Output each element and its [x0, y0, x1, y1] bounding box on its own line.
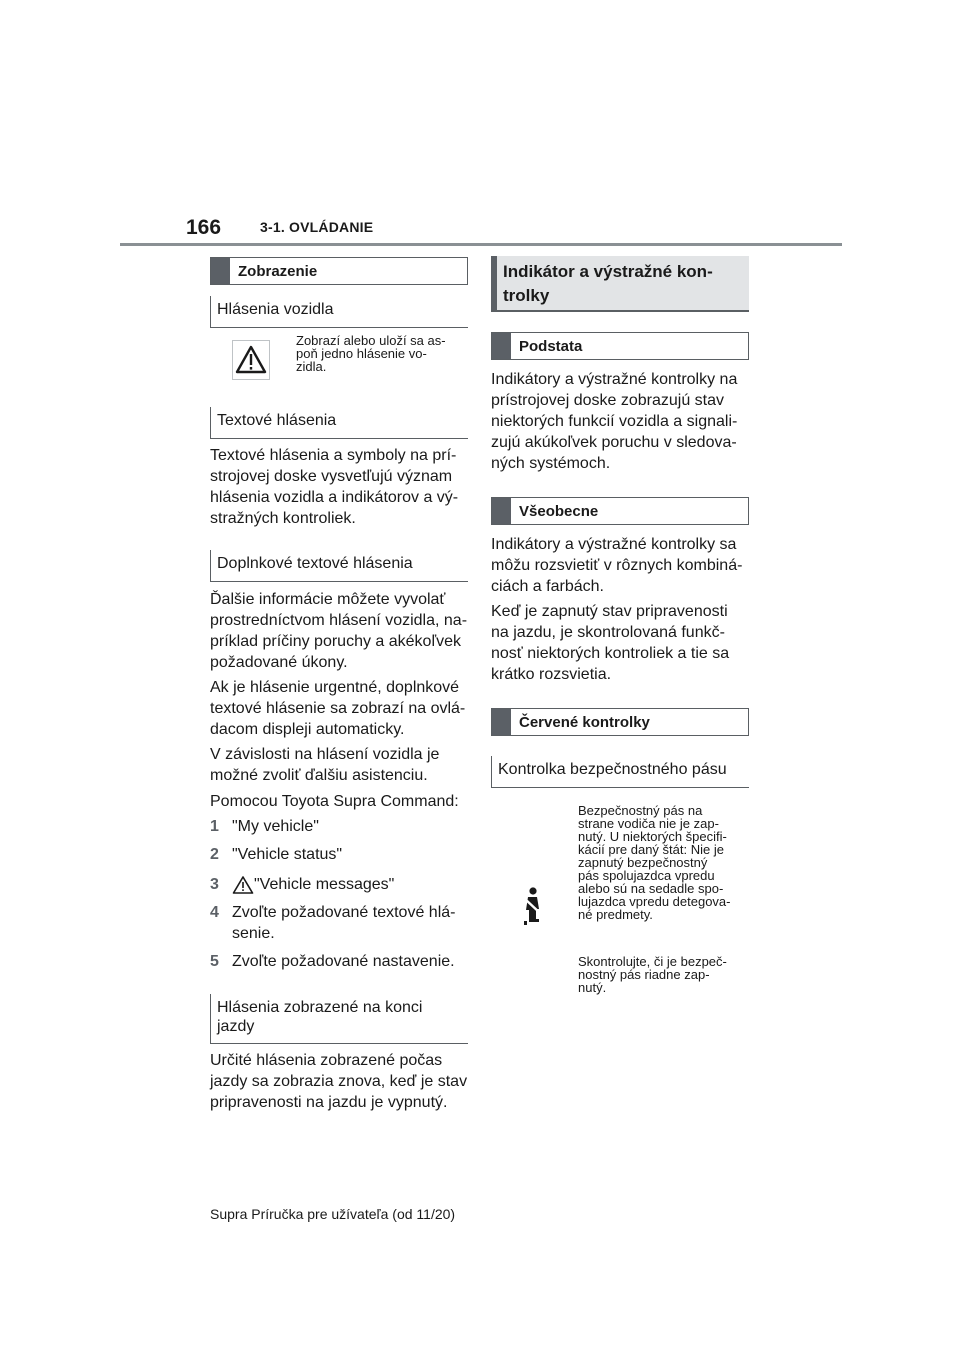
basics-body: Indikátory a výstražné kontrolky na prístrojovej doske zobrazujú stav niektorých funkcií vozidla a signali- zujú akúkoľvek poruchu v sledova- ných systémoch.: [491, 371, 738, 472]
section-header-red-lights: [491, 708, 749, 736]
warning-triangle-icon: [233, 341, 269, 379]
seatbelt-warning-icon: [520, 886, 544, 926]
step-number: 2: [210, 846, 219, 863]
subheading-seatbelt-light: Kontrolka bezpečnostného pásu: [491, 756, 749, 788]
section-title: Zobrazenie: [238, 263, 318, 280]
section-header-zobrazenie: [210, 257, 468, 285]
main-section-heading: [491, 256, 749, 312]
end-trip-body: Určité hlásenia zobrazené počas jazdy sa zobrazia znova, keď je stav pripravenosti na jazdu je vypnutý.: [210, 1052, 468, 1111]
step-item: [210, 816, 319, 837]
header-divider: [120, 243, 842, 246]
section-title: Červené kontrolky: [519, 714, 650, 731]
additional-paragraph-2: Ak je hlásenie urgentné, doplnkové textové hlásenie sa zobrazí na ovlá- dacom displeji automaticky.: [210, 679, 466, 738]
section-header-vseobecne: [491, 497, 749, 525]
section-tab: [492, 498, 511, 524]
step-number: 4: [210, 904, 219, 921]
seatbelt-paragraph-2: Skontrolujte, či je bezpeč- nostný pás riadne zap- nutý.: [578, 954, 727, 995]
step-item: [210, 874, 395, 895]
section-header-podstata: [491, 332, 749, 360]
step-item: [210, 902, 456, 942]
step-text: Zvoľte požadované nastavenie.: [232, 953, 455, 970]
step-number: 3: [210, 876, 219, 893]
step-number: 1: [210, 818, 219, 835]
step-item: [210, 951, 455, 972]
vehicle-messages-icon-frame: [232, 340, 270, 380]
step-text: "Vehicle messages": [254, 876, 395, 893]
step-item: [210, 844, 343, 865]
vehicle-messages-description: Zobrazí alebo uloží sa as- poň jedno hlásenie vo- zidla.: [296, 333, 446, 374]
step-text: "Vehicle status": [232, 846, 343, 863]
section-title: Podstata: [519, 338, 583, 355]
additional-paragraph-1: Ďalšie informácie môžete vyvolať prostredníctvom hlásení vozidla, na- príklad príčiny poruchy a akékoľvek požadované úkony.: [210, 591, 468, 671]
additional-paragraph-3: V závislosti na hlásení vozidla je možné zvoliť ďalšiu asistenciu.: [210, 746, 440, 784]
warning-triangle-icon: [232, 875, 254, 901]
general-paragraph-2: Keď je zapnutý stav pripravenosti na jazdu, je skontrolovaná funkč- nosť niektorých kontroliek a tie sa krátko rozsvietia.: [491, 603, 730, 683]
subheading-vehicle-messages: Hlásenia vozidla: [210, 296, 468, 328]
subheading-additional-text-messages: Doplnkové textové hlásenia: [210, 550, 468, 582]
section-title: Všeobecne: [519, 503, 599, 520]
section-tab: [492, 709, 511, 735]
step-number: 5: [210, 953, 219, 970]
step-text: "My vehicle": [232, 818, 319, 835]
subheading-text-messages: Textové hlásenia: [210, 407, 468, 439]
step-text: Zvoľte požadované textové hlá- senie.: [232, 904, 456, 942]
section-tab: [492, 333, 511, 359]
section-tab: [211, 258, 230, 284]
text-messages-body: Textové hlásenia a symboly na prí- strojovej doske vysvetľujú význam hlásenia vozidla a indikátorov a vý- stražných kontroliek.: [210, 447, 459, 527]
seatbelt-paragraph-1: Bezpečnostný pás na strane vodiča nie je zap- nutý. U niektorých špecifi- kácií pre daný štát: Nie je zapnutý bezpečnostný pás spolujazdca vpredu alebo sú na sedadle spo- lujazdca vpredu detegova- né predmety.: [578, 803, 731, 922]
footer-text: Supra Príručka pre užívateľa (od 11/20): [210, 1206, 456, 1222]
general-paragraph-1: Indikátory a výstražné kontrolky sa môžu rozsvietiť v rôznych kombiná- ciách a farbách.: [491, 536, 743, 595]
additional-paragraph-4: Pomocou Toyota Supra Command:: [210, 793, 459, 810]
main-heading-text: Indikátor a výstražné kon- trolky: [503, 262, 713, 305]
subheading-end-of-trip-messages: Hlásenia zobrazené na konci jazdy: [210, 994, 468, 1044]
page-number: 166: [186, 216, 222, 239]
chapter-title: 3-1. OVLÁDANIE: [260, 219, 374, 235]
section-tab: [491, 256, 497, 310]
